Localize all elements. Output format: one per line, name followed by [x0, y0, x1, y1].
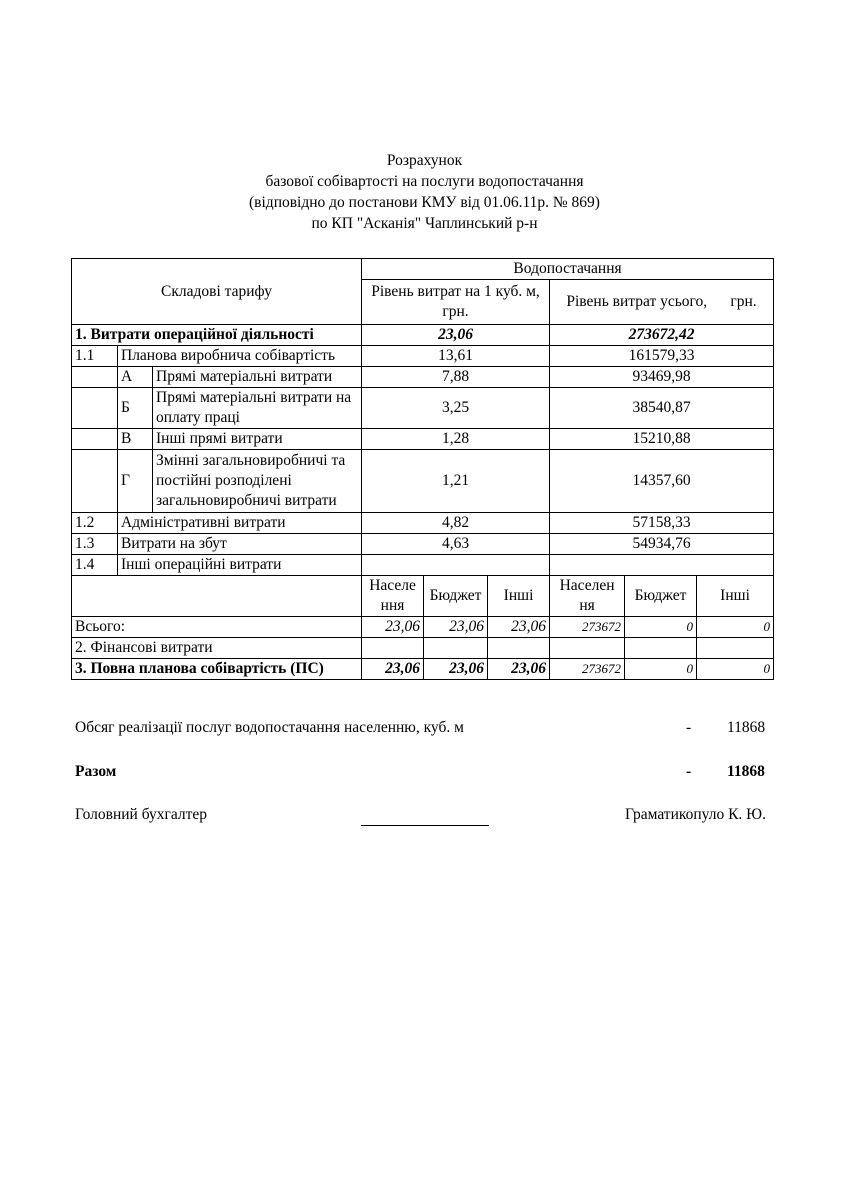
signature-underline [361, 825, 489, 826]
row-label: Адміністративні витрати [118, 513, 362, 534]
header-per-unit: Рівень витрат на 1 куб. м, грн. [362, 280, 550, 325]
sum-line [75, 763, 849, 785]
full-cost-row [72, 659, 774, 680]
total-value: 23,06 [362, 617, 424, 638]
total-value: 23,06 [488, 617, 550, 638]
total-row [72, 617, 774, 638]
row-letter: А [118, 367, 153, 388]
row-letter: Б [118, 388, 153, 429]
subheader-other: Інші [488, 576, 550, 617]
row-number: 1.3 [72, 534, 118, 555]
row-label: 1. Витрати операційної діяльності [72, 325, 362, 346]
sum-label: Разом [75, 763, 117, 780]
subheader-row [72, 576, 774, 617]
full-cost-value: 0 [697, 659, 774, 680]
signature-name: Граматикопуло К. Ю. [625, 806, 766, 823]
table-row [72, 367, 774, 388]
row-total: 38540,87 [550, 388, 774, 429]
row-label: Планова виробнича собівартість [118, 346, 362, 367]
row-label: Прямі матеріальні витрати [153, 367, 362, 388]
row-number: 1.2 [72, 513, 118, 534]
total-value: 273672 [550, 617, 625, 638]
row-label: Інші прямі витрати [153, 429, 362, 450]
signature-position: Головний бухгалтер [75, 806, 208, 823]
subheader-empty [72, 576, 362, 617]
subheader-population: Населе ння [362, 576, 424, 617]
financial-cell [697, 638, 774, 659]
full-cost-label: 3. Повна планова собівартість (ПС) [72, 659, 362, 680]
row-per-unit: 7,88 [362, 367, 550, 388]
row-label: Прямі матеріальні витрати на оплату праці [153, 388, 362, 429]
financial-cell [488, 638, 550, 659]
volume-label: Обсяг реалізації послуг водопостачання населенню, куб. м [75, 719, 464, 736]
row-per-unit: 4,82 [362, 513, 550, 534]
row-label: Витрати на збут [118, 534, 362, 555]
row-per-unit: 1,21 [362, 450, 550, 513]
financial-cell [625, 638, 697, 659]
sum-dash: - [686, 763, 692, 780]
table-row [72, 325, 774, 346]
subheader-budget: Бюджет [424, 576, 488, 617]
table-row [72, 555, 774, 576]
header-total: Рівень витрат усього, грн. [550, 280, 774, 325]
row-total: 14357,60 [550, 450, 774, 513]
financial-cell [550, 638, 625, 659]
sum-value: 11868 [727, 763, 765, 780]
row-per-unit: 3,25 [362, 388, 550, 429]
row-total: 57158,33 [550, 513, 774, 534]
full-cost-value: 273672 [550, 659, 625, 680]
row-per-unit: 1,28 [362, 429, 550, 450]
row-total: 93469,98 [550, 367, 774, 388]
financial-cell [362, 638, 424, 659]
table-row [72, 513, 774, 534]
row-total: 15210,88 [550, 429, 774, 450]
financial-label: 2. Фінансові витрати [72, 638, 362, 659]
title-line-2: базової собівартості на послуги водопостачання [265, 173, 584, 190]
total-value: 0 [697, 617, 774, 638]
row-number-empty [72, 388, 118, 429]
full-cost-value: 23,06 [424, 659, 488, 680]
row-per-unit: 23,06 [362, 325, 550, 346]
title-line-4: по КП "Асканія" Чаплинський р-н [311, 215, 538, 232]
financial-row [72, 638, 774, 659]
row-label: Змінні загальновиробничі та постійні розподілені загальновиробничі витрати [153, 450, 362, 513]
volume-value: 11868 [727, 719, 766, 736]
volume-dash: - [686, 719, 692, 736]
row-number: 1.4 [72, 555, 118, 576]
total-value: 23,06 [424, 617, 488, 638]
row-number-empty [72, 450, 118, 513]
subheader-budget: Бюджет [625, 576, 697, 617]
table-row [72, 450, 774, 513]
header-components: Складові тарифу [72, 259, 362, 325]
document-title [0, 150, 849, 234]
row-number-empty [72, 429, 118, 450]
subheader-population: Населен ня [550, 576, 625, 617]
title-line-3: (відповідно до постанови КМУ від 01.06.11р. № 869) [249, 194, 600, 211]
table-row [72, 534, 774, 555]
full-cost-value: 23,06 [488, 659, 550, 680]
row-total: 273672,42 [550, 325, 774, 346]
row-total: 54934,76 [550, 534, 774, 555]
row-number: 1.1 [72, 346, 118, 367]
row-letter: В [118, 429, 153, 450]
total-label: Всього: [72, 617, 362, 638]
row-letter: Г [118, 450, 153, 513]
tariff-table [71, 258, 774, 680]
row-label: Інші операційні витрати [118, 555, 362, 576]
row-total [550, 555, 774, 576]
row-per-unit [362, 555, 550, 576]
subheader-other: Інші [697, 576, 774, 617]
table-row [72, 429, 774, 450]
header-water-supply: Водопостачання [362, 259, 774, 280]
volume-line [75, 719, 849, 741]
table-row [72, 346, 774, 367]
row-per-unit: 4,63 [362, 534, 550, 555]
row-total: 161579,33 [550, 346, 774, 367]
full-cost-value: 0 [625, 659, 697, 680]
row-per-unit: 13,61 [362, 346, 550, 367]
table-row [72, 388, 774, 429]
financial-cell [424, 638, 488, 659]
total-value: 0 [625, 617, 697, 638]
row-number-empty [72, 367, 118, 388]
title-line-1: Розрахунок [386, 152, 463, 169]
full-cost-value: 23,06 [362, 659, 424, 680]
